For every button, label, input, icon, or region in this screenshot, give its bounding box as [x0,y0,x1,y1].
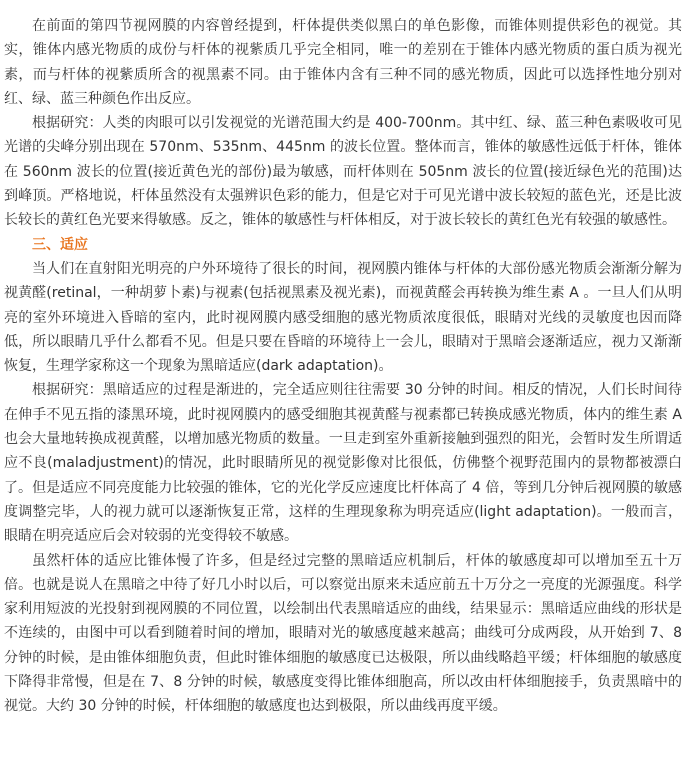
paragraph-spectral-sensitivity: 根据研究：人类的肉眼可以引发视觉的光谱范围大约是 400-700nm。其中红、绿、蓝三种色素吸收可见光谱的尖峰分别出现在 570nm、535nm、445nm 的波长位置。整体而言，锥体的敏感性远低于杆体，锥体在 560nm 波长的位置(接近黄色光的部份)最为敏感，而杆体则在 505nm 波长的位置(接近绿色光的范围)达到峰顶。严格地说，杆体虽然没有太强辨识色彩的能力，但是它对于可见光谱中波长较短的蓝色光，还是比波长较长的黄红色光要来得敏感。反之，锥体的敏感性与杆体相反，对于波长较长的黄红色光有较强的敏感性。 [4,115,682,229]
paragraph-dark-adaptation: 当人们在直射阳光明亮的户外环境待了很长的时间，视网膜内锥体与杆体的大部份感光物质会渐渐分解为视黄醛(retinal，一种胡萝卜素)与视素(包括视黑素及视光素)，而视黄醛会再转换为维生素 A 。一旦人们从明亮的室外环境进入昏暗的室内，此时视网膜内感受细胞的感光物质浓度很低，眼睛对光线的灵敏度也因而降低，所以眼睛几乎什么都看不见。但是只要在昏暗的环境待上一会儿，眼睛对于黑暗会逐渐适应，视力又渐渐恢复，生理学家称这一个现象为黑暗适应(dark adaptation)。 [4,260,682,375]
paragraph-light-adaptation: 根据研究：黑暗适应的过程是渐进的，完全适应则往往需要 30 分钟的时间。相反的情况，人们长时间待在伸手不见五指的漆黑环境，此时视网膜内的感受细胞其视黄醛与视素都已转换成感光物质，体内的维生素 A 也会大量地转换成视黄醛，以增加感光物质的数量。一旦走到室外重新接触到强烈的阳光，会暂时发生所谓适应不良(maladjustment)的情况，此时眼睛所见的视觉影像对比很低，仿佛整个视野范围内的景物都被漂白了。但是适应不同亮度能力比较强的锥体，它的光化学反应速度比杆体高了 4 倍，等到几分钟后视网膜的敏感度调整完毕，人的视力就可以逐渐恢复正常，这样的生理现象称为明亮适应(light adaptation)。一般而言，眼睛在明亮适应后会对较弱的光变得较不敏感。 [4,382,682,545]
section-heading-adaptation: 三、适应 [32,236,88,253]
paragraph-adaptation-curve: 虽然杆体的适应比锥体慢了许多，但是经过完整的黑暗适应机制后，杆体的敏感度却可以增加至五十万倍。也就是说人在黑暗之中待了好几小时以后，可以察觉出原来未适应前五十万分之一亮度的光源强度。科学家利用短波的光投射到视网膜的不同位置，以绘制出代表黑暗适应的曲线，结果显示：黑暗适应曲线的形状是不连续的，由图中可以看到随着时间的增加，眼睛对光的敏感度越来越高；曲线可分成两段，从开始到 7、8 分钟的时候，是由锥体细胞负责，但此时锥体细胞的敏感度已达极限，所以曲线略趋平缓；杆体细胞的敏感度下降得非常慢，但是在 7、8 分钟的时候，敏感度变得比锥体细胞高，所以改由杆体细胞接手，负责黑暗中的视觉。大约 30 分钟的时候，杆体细胞的敏感度也达到极限，所以曲线再度平缓。 [4,552,682,715]
paragraph-cone-rod-pigments: 在前面的第四节视网膜的内容曾经提到，杆体提供类似黑白的单色影像，而锥体则提供彩色的视觉。其实，锥体内感光物质的成份与杆体的视紫质几乎完全相同，唯一的差别在于锥体内感光物质的蛋白质为视光素，而与杆体的视紫质所含的视黑素不同。由于锥体内含有三种不同的感光物质，因此可以选择性地分别对红、绿、蓝三种颜色作出反应。 [4,18,682,107]
